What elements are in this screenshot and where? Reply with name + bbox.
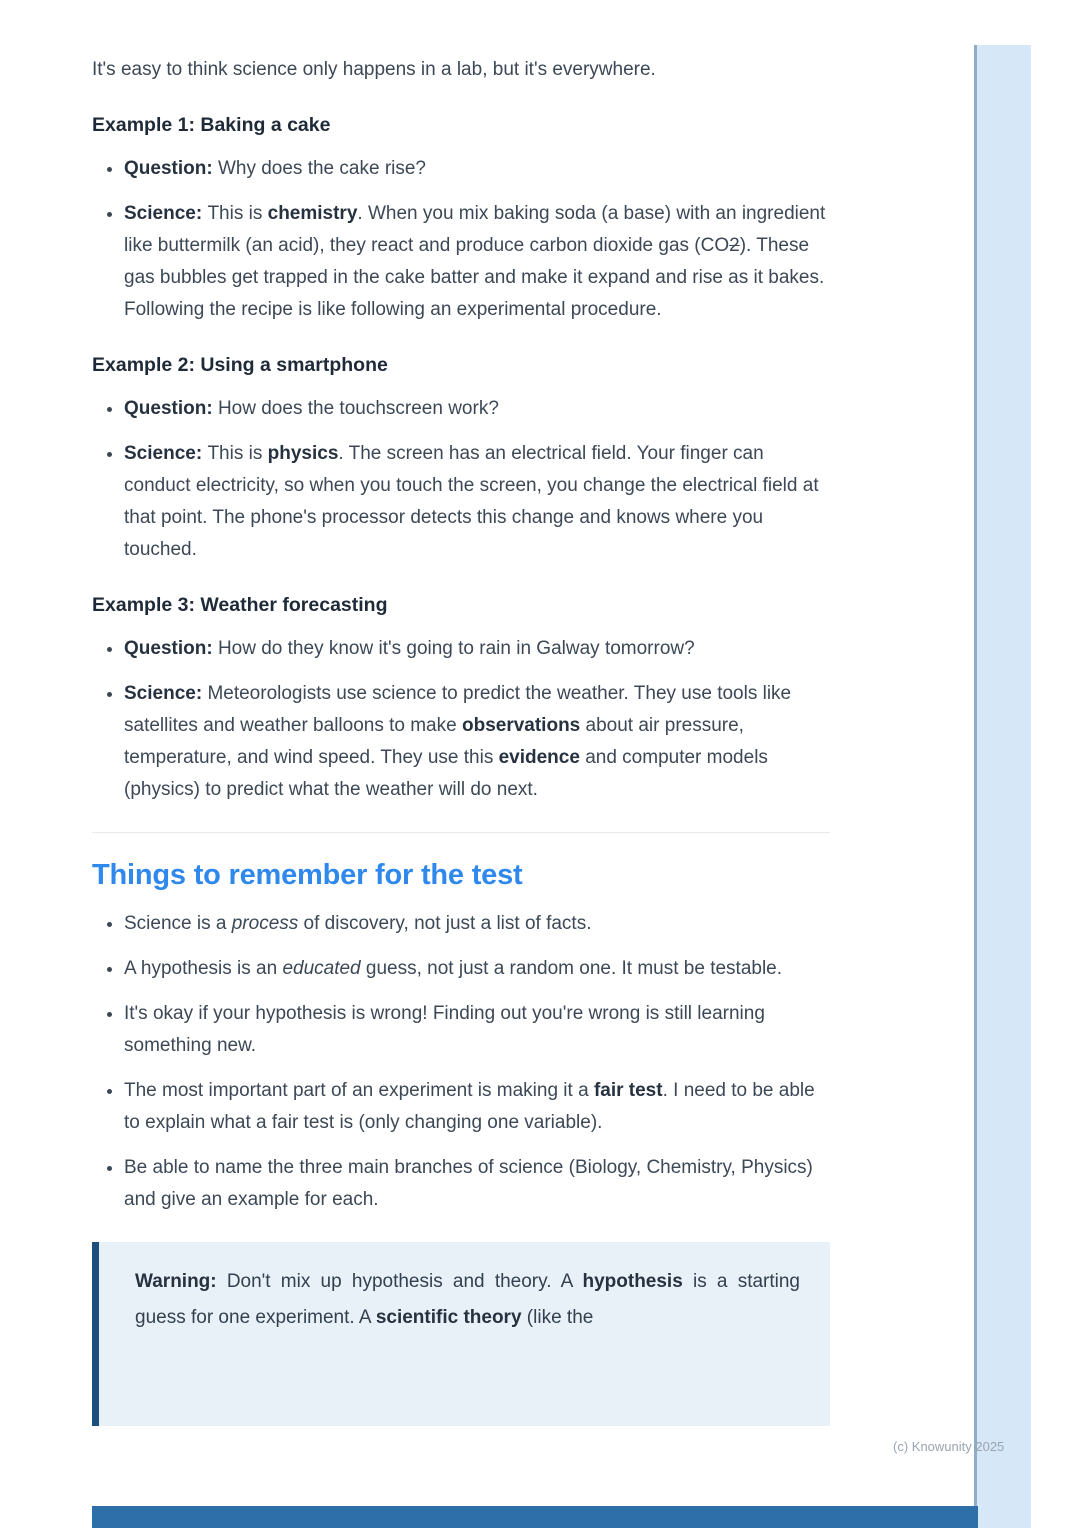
text-segment: observations [461,715,581,736]
list-item [124,1074,830,1139]
page-bottom-band [92,1506,978,1528]
text-segment: of discovery, not just a list of facts. [298,913,592,934]
text-segment: It's easy to think science only happens in a lab, but it's everywhere. [92,59,656,80]
text-segment: Science: [124,443,208,464]
text-segment: A hypothesis is an [124,958,283,979]
text-segment: It's okay if your hypothesis is wrong! Finding out you're wrong is still learning something new. [124,1003,765,1056]
list-item [124,197,830,326]
text-segment: Science: [124,203,208,224]
example-heading: Example 1: Baking a cake [92,114,331,136]
copyright-watermark: (c) Knowunity 2025 [893,1439,1005,1454]
list-item [124,952,830,985]
text-segment: Don't mix up hypothesis and theory. A [226,1271,583,1292]
text-segment: chemistry [267,203,358,224]
text-segment: The most important part of an experiment is making it a [124,1080,594,1101]
list-item [124,907,830,940]
list-item [124,152,830,185]
text-segment: . When you mix baking soda (a base) with an ingredient like buttermilk (an acid), they react and produce carbon dioxide gas (CO [124,203,826,256]
text-segment: fair test [593,1080,663,1101]
text-segment: (like the [521,1307,594,1328]
text-segment: . I need to be able to explain what a fair test is (only changing one variable). [124,1080,815,1133]
text-segment: Why does the cake rise? [217,158,426,179]
list-item [124,437,830,566]
list-item [124,997,830,1062]
text-segment: Question: [124,638,218,659]
text-segment: Meteorologists use science to predict the weather. They use tools like satellites and weather balloons to make [124,683,792,736]
warning-callout [92,1242,830,1426]
text-segment: 2 [729,235,740,256]
text-segment: . The screen has an electrical field. Your finger can conduct electricity, so when you touch the screen, you change the electrical field at that point. The phone's processor detects this change and knows where you touched. [124,443,819,560]
text-segment: guess, not just a random one. It must be testable. [360,958,783,979]
text-segment: and computer models (physics) to predict what the weather will do next. [124,747,768,800]
text-segment: How does the touchscreen work? [217,398,499,419]
divider [92,832,830,833]
text-segment: This is [207,203,268,224]
text-segment: educated [282,958,361,979]
text-segment: ). These gas bubbles get trapped in the cake batter and make it expand and rise as it bakes. Following the recipe is like following an experimental procedure. [124,235,825,320]
text-segment: process [231,913,299,934]
text-segment: Warning: [135,1271,227,1292]
text-segment: How do they know it's going to rain in Galway tomorrow? [217,638,695,659]
text-segment: physics [267,443,339,464]
document-content [92,0,830,1426]
list-item [124,677,830,806]
text-segment: scientific theory [375,1307,522,1328]
bullet-list [92,632,830,806]
text-segment: evidence [498,747,580,768]
paragraph [92,54,830,86]
text-segment: Be able to name the three main branches of science (Biology, Chemistry, Physics) and give an example for each. [124,1157,813,1210]
text-segment: Question: [124,158,218,179]
text-segment: about air pressure, temperature, and wind speed. They use this [124,715,744,768]
example-heading: Example 2: Using a smartphone [92,354,388,376]
section-title: Things to remember for the test [92,859,523,891]
list-item [124,632,830,665]
list-item [124,1151,830,1216]
list-item [124,392,830,425]
text-segment: hypothesis [582,1271,683,1292]
bullet-list [92,392,830,566]
text-segment: Science is a [124,913,232,934]
example-heading: Example 3: Weather forecasting [92,594,388,616]
page-edge-strip [977,45,1031,1528]
text-segment: Science: [124,683,208,704]
bullet-list [92,152,830,326]
bullet-list [92,907,830,1216]
text-segment: Question: [124,398,218,419]
text-segment: This is [207,443,268,464]
callout-text [135,1264,800,1336]
text-segment: is a starting guess for one experiment. A [135,1271,800,1328]
